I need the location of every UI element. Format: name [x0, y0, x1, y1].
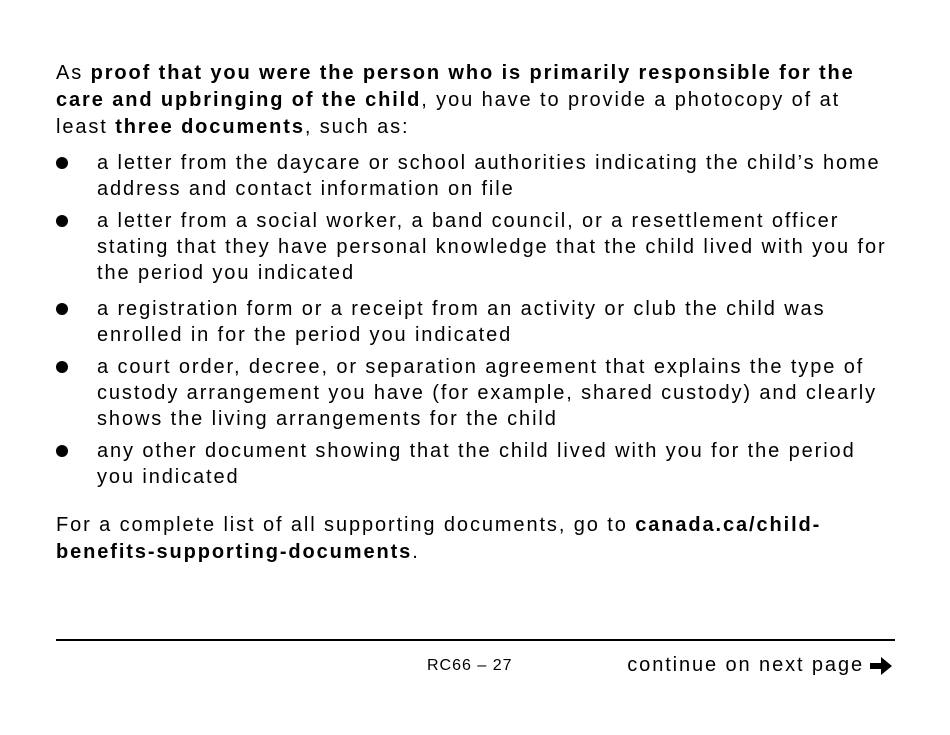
intro-bold-2: three documents — [115, 116, 305, 138]
list-item — [56, 208, 896, 286]
list-item-text: a letter from the daycare or school authorities indicating the child’s home address and contact information on file — [97, 152, 881, 200]
list-item-text: a registration form or a receipt from an activity or club the child was enrolled in for the period you indicated — [97, 298, 826, 346]
footer-divider — [56, 639, 895, 641]
list-item — [56, 150, 896, 202]
list-item-text: a court order, decree, or separation agreement that explains the type of custody arrangement you have (for example, shared custody) and clearly shows the living arrangements for the child — [97, 356, 878, 430]
page-content — [56, 60, 896, 566]
intro-bold-1: proof that you were the person who is primarily responsible for the care and upbringing of the child — [56, 62, 855, 111]
bullet-icon — [56, 215, 68, 227]
intro-text-1: As — [56, 62, 91, 84]
list-item — [56, 354, 896, 432]
more-info-paragraph — [56, 512, 896, 566]
page-number: RC66 – 27 — [427, 657, 513, 674]
bullet-icon — [56, 157, 68, 169]
arrow-right-icon — [868, 655, 894, 677]
list-item-text: a letter from a social worker, a band council, or a resettlement officer stating that they have personal knowledge that the child lived with you for the period you indicated — [97, 210, 887, 284]
list-item — [56, 438, 896, 490]
bullet-icon — [56, 445, 68, 457]
continue-on-next-page[interactable] — [627, 654, 894, 677]
bullet-icon — [56, 303, 68, 315]
bullet-icon — [56, 361, 68, 373]
intro-paragraph — [56, 60, 896, 141]
more-info-text: For a complete list of all supporting documents, go to — [56, 514, 636, 536]
intro-text-2: , you have to provide a photocopy of at least — [56, 89, 841, 138]
continue-label: continue on next page — [627, 654, 864, 676]
supporting-documents-link[interactable]: canada.ca/child-benefits-supporting-documents — [56, 514, 822, 563]
list-item — [56, 296, 896, 348]
intro-text-3: , such as: — [304, 116, 410, 138]
list-item-text: any other document showing that the child lived with you for the period you indicated — [97, 440, 856, 488]
more-info-end: . — [412, 541, 420, 563]
documents-list — [56, 150, 896, 490]
